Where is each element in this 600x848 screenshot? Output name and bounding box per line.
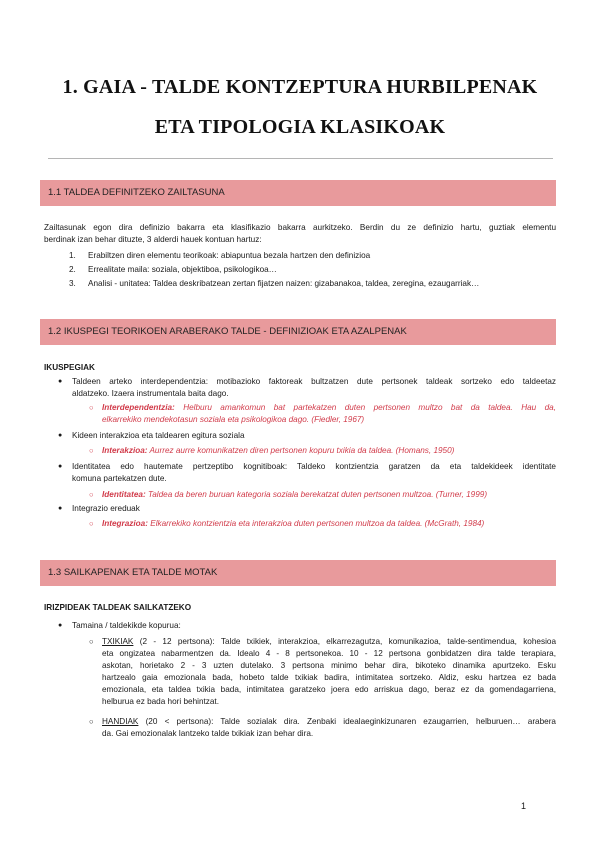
section-header-1-2 [40, 319, 556, 345]
sub-bullet-circle-icon: ○ [89, 637, 94, 646]
large-groups-term: HANDIAK [102, 717, 139, 726]
s2-subheading: IKUSPEGIAK [44, 363, 95, 372]
s3-small-line5: emozionala, eta taldea txikia bada, intimitatea garatzeko joera edo arriskua dago, beraz ez da gomendagarriena, [102, 685, 556, 694]
s2-bullet1-definition-line1: Interdependentzia: Helburu amankomun bat partekatzen duten pertsonen multzo bat da taldea. Hau da, [102, 403, 556, 412]
s2-bullet1-definition-line2: elkarrekiko mendekotasun soziala eta psikologikoa dago. (Fiedler, 1967) [102, 415, 365, 424]
list-item: Erabiltzen diren elementu teorikoak: abiapuntua bezala hartzen den definizioa [88, 251, 371, 260]
list-number: 2. [69, 265, 76, 274]
s2-bullet3-line1: Identitatea edo hautemate pertzeptibo kognitiboak: Taldeko kontzientzia garatzen da eta taldekideek identitate [72, 462, 556, 471]
s3-bullet1: Tamaina / taldekikde kopurua: [72, 621, 181, 630]
sub-bullet-circle-icon: ○ [89, 490, 94, 499]
s3-small-line4: hartzealo gaia emozionala bada, hobeto talde txikiak badira, intimitatea sortzeko. Aldiz, esku hartzea ez bada [102, 673, 556, 682]
definition-term: Identitatea: [102, 490, 146, 499]
definition-term: Interdependentzia: [102, 403, 175, 412]
section-header-1-3 [40, 560, 556, 586]
s1-intro-line2: berdinak izan behar dituzte, 3 alderdi hauek kontuan hartuz: [44, 235, 262, 244]
section-header-label: 1.1 TALDEA DEFINITZEKO ZAILTASUNA [48, 187, 225, 198]
s2-bullet1-line1: Taldeen arteko interdependentzia: motibazioko faktoreak bultzatzen dute pertsonek taldeak sortzeko edo taldeetaz [72, 377, 556, 386]
s3-small-line3: askotan, horietako 2 - 3 uzten dutelako. 3 pertsona minimo behar dira, bikoteko dinamika apurtzeko. Esku [102, 661, 556, 670]
s2-bullet1-line2: aldatzeko. Izaera instrumentala baita dago. [72, 389, 229, 398]
s3-small-line1: TXIKIAK (2 - 12 pertsona): Talde txikiek, interakzioa, elkarrezagutza, komunikazioa, talde-sentimendua, kohesioa [102, 637, 556, 646]
page-title-line1: 1. GAIA - TALDE KONTZEPTURA HURBILPENAK [62, 76, 538, 98]
sub-bullet-circle-icon: ○ [89, 403, 94, 412]
list-item: Analisi - unitatea: Taldea deskribatzean zertan fijatzen naizen: gizabanakoa, taldea, zeregina, ezaugarriak… [88, 279, 480, 288]
title-divider [48, 158, 553, 159]
s2-bullet4-definition: Integrazioa: Elkarrekiko kontzientzia eta interakzioa duten pertsonen multzoa da taldea. (McGrath, 1984) [102, 519, 485, 528]
bullet-dot-icon: ● [58, 378, 63, 385]
sub-bullet-circle-icon: ○ [89, 717, 94, 726]
s3-small-line2: eta ongizatea nabarmentzen da. Idealo 4 - 8 pertsonekoa. 10 - 12 pertsona gonbidatzen dira talde terapiara, [102, 649, 556, 658]
sub-bullet-circle-icon: ○ [89, 519, 94, 528]
section-header-1-1 [40, 180, 556, 206]
definition-term: Integrazioa: [102, 519, 148, 528]
s3-small-line6: helburua ez bada hori behintzat. [102, 697, 219, 706]
section-header-label: 1.3 SAILKAPENAK ETA TALDE MOTAK [48, 567, 218, 578]
s2-bullet3-definition: Identitatea: Taldea da beren buruan kategoria soziala berekatzat duten pertsonen multzoa. (Turner, 1999) [102, 490, 488, 499]
s3-large-line1: HANDIAK (20 < pertsona): Talde sozialak dira. Zenbaki idealaeginkizunaren ezaugarrien, helburuen… arabera [102, 717, 556, 726]
s2-bullet2-definition: Interakzioa: Aurrez aurre komunikatzen diren pertsonen kopuru txikia da taldea. (Homans, 1950) [102, 446, 455, 455]
s3-large-line2: da. Gai emozionalak lantzeko talde txikiak izan behar dira. [102, 729, 314, 738]
bullet-dot-icon: ● [58, 432, 63, 439]
page-title-line2: ETA TIPOLOGIA KLASIKOAK [154, 116, 446, 138]
list-item: Errealitate maila: soziala, objektiboa, psikologikoa… [88, 265, 277, 274]
small-groups-term: TXIKIAK [102, 637, 134, 646]
section-header-label: 1.2 IKUSPEGI TEORIKOEN ARABERAKO TALDE - DEFINIZIOAK ETA AZALPENAK [48, 326, 407, 337]
s3-subheading: IRIZPIDEAK TALDEAK SAILKATZEKO [44, 603, 192, 612]
s2-bullet2: Kideen interakzioa eta taldearen egitura soziala [72, 431, 245, 440]
list-number: 3. [69, 279, 76, 288]
list-number: 1. [69, 251, 76, 260]
s2-bullet3-line2: komuna partekatzen dute. [72, 474, 167, 483]
bullet-dot-icon: ● [58, 463, 63, 470]
page-number: 1 [521, 801, 527, 811]
bullet-dot-icon: ● [58, 505, 63, 512]
s2-bullet4: Integrazio ereduak [72, 504, 140, 513]
bullet-dot-icon: ● [58, 622, 63, 629]
sub-bullet-circle-icon: ○ [89, 446, 94, 455]
s1-intro-line1: Zailtasunak egon dira definizio bakarra eta klasifikazio bakarra aurkitzeko. Berdin du ze definizio hartu, guztiak elementu [44, 223, 556, 232]
definition-term: Interakzioa: [102, 446, 148, 455]
